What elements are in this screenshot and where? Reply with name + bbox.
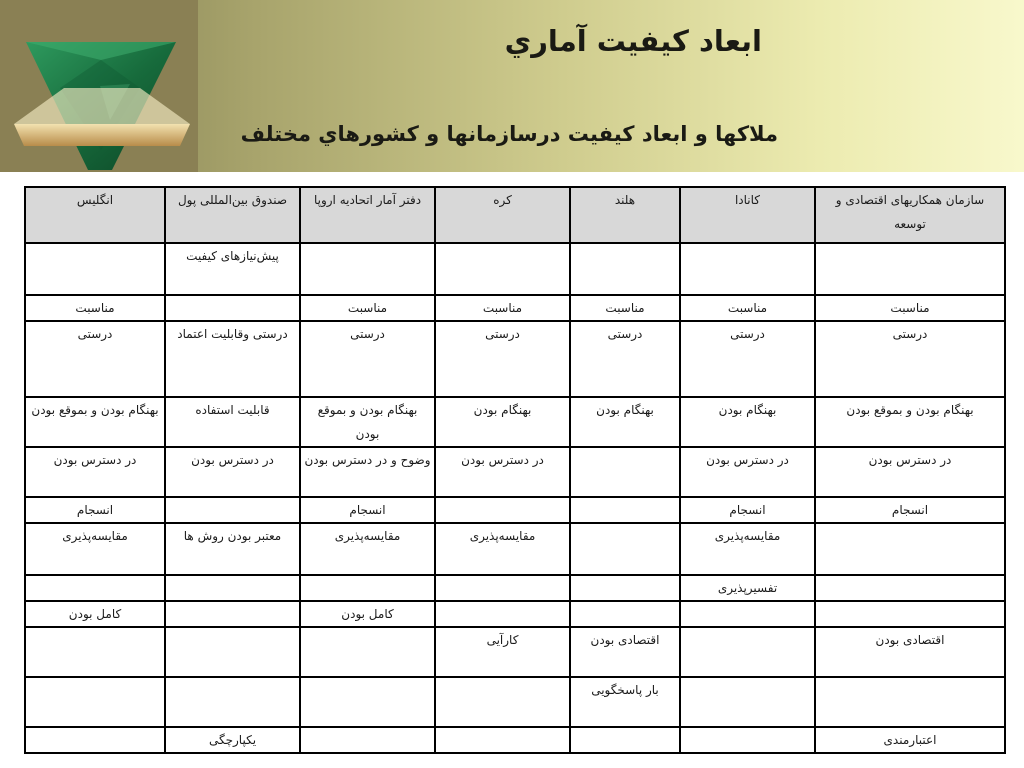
table-cell: اقتصادی بودن (570, 627, 680, 677)
table-cell: در دسترس بودن (25, 447, 165, 497)
table-cell: بهنگام بودن (570, 397, 680, 447)
column-header: کره (435, 187, 570, 243)
table-cell: اقتصادی بودن (815, 627, 1005, 677)
table-cell (435, 677, 570, 727)
table-cell (435, 243, 570, 295)
table-cell: درستی (570, 321, 680, 397)
table-cell: بهنگام بودن و بموقع بودن (300, 397, 435, 447)
slide-subtitle: ملاکها و ابعاد کيفيت درسازمانها و کشورهاي مختلف (240, 122, 778, 146)
column-header: هلند (570, 187, 680, 243)
table-cell (570, 575, 680, 601)
table-header-row (25, 187, 1005, 243)
table-row (25, 575, 1005, 601)
table-cell: درستی وقابليت اعتماد (165, 321, 300, 397)
table-cell: مقايسه‌پذيری (25, 523, 165, 575)
table-cell: قابليت استفاده (165, 397, 300, 447)
table-cell: انسجام (25, 497, 165, 523)
table-cell: مقايسه‌پذيری (300, 523, 435, 575)
quality-dimensions-table-container (24, 186, 1004, 750)
table-cell: مناسبت (680, 295, 815, 321)
table-cell (680, 601, 815, 627)
table-cell (300, 243, 435, 295)
table-row (25, 523, 1005, 575)
table-cell (570, 601, 680, 627)
table-cell: کارآيی (435, 627, 570, 677)
table-cell: درستی (815, 321, 1005, 397)
slide-header (0, 0, 1024, 172)
table-cell (570, 497, 680, 523)
table-cell: انسجام (680, 497, 815, 523)
logo-panel (0, 0, 198, 172)
table-cell: درستی (435, 321, 570, 397)
table-cell (165, 497, 300, 523)
table-cell (570, 447, 680, 497)
column-header: انگليس (25, 187, 165, 243)
table-cell: مناسبت (435, 295, 570, 321)
table-cell: درستی (680, 321, 815, 397)
table-cell (165, 627, 300, 677)
table-cell: معتبر بودن روش ها (165, 523, 300, 575)
table-cell (680, 727, 815, 753)
table-cell: مقايسه‌پذيری (435, 523, 570, 575)
table-cell: مناسبت (300, 295, 435, 321)
table-cell: يکپارچگی (165, 727, 300, 753)
table-cell (815, 523, 1005, 575)
table-cell (435, 727, 570, 753)
quality-dimensions-table (24, 186, 1006, 754)
table-row (25, 497, 1005, 523)
table-cell (300, 627, 435, 677)
table-cell: پيش‌نيازهای کيفيت (165, 243, 300, 295)
table-row (25, 601, 1005, 627)
table-cell (435, 575, 570, 601)
table-cell (815, 601, 1005, 627)
table-cell (165, 677, 300, 727)
table-cell (815, 677, 1005, 727)
table-cell: درستی (25, 321, 165, 397)
table-row (25, 627, 1005, 677)
table-cell: در دسترس بودن (435, 447, 570, 497)
table-cell: انسجام (815, 497, 1005, 523)
column-header: سازمان همکاريهای اقتصادی و توسعه (815, 187, 1005, 243)
table-cell: وضوح و در دسترس بودن (300, 447, 435, 497)
column-header: صندوق بين‌المللی پول (165, 187, 300, 243)
table-cell: مناسبت (815, 295, 1005, 321)
table-row (25, 243, 1005, 295)
table-cell (165, 575, 300, 601)
table-cell (435, 601, 570, 627)
table-row (25, 295, 1005, 321)
table-cell: در دسترس بودن (680, 447, 815, 497)
table-cell: بار پاسخگويی (570, 677, 680, 727)
table-row (25, 677, 1005, 727)
table-cell: کامل بودن (25, 601, 165, 627)
table-cell (815, 575, 1005, 601)
table-cell (570, 727, 680, 753)
table-cell (25, 677, 165, 727)
slide-title: ابعاد کيفيت آماري (504, 24, 762, 58)
table-cell: تفسيرپذيری (680, 575, 815, 601)
table-cell: مناسبت (25, 295, 165, 321)
table-cell: بهنگام بودن و بموقع بودن (815, 397, 1005, 447)
table-cell (300, 677, 435, 727)
table-row (25, 321, 1005, 397)
table-cell (25, 627, 165, 677)
table-row (25, 397, 1005, 447)
table-cell: در دسترس بودن (815, 447, 1005, 497)
table-cell (680, 627, 815, 677)
table-cell (680, 243, 815, 295)
table-cell: در دسترس بودن (165, 447, 300, 497)
table-cell (25, 575, 165, 601)
table-cell (300, 575, 435, 601)
table-cell (25, 727, 165, 753)
table-cell: درستی (300, 321, 435, 397)
table-row (25, 727, 1005, 753)
table-cell: کامل بودن (300, 601, 435, 627)
table-cell: انسجام (300, 497, 435, 523)
table-cell (165, 295, 300, 321)
table-cell: بهنگام بودن (680, 397, 815, 447)
table-cell: بهنگام بودن (435, 397, 570, 447)
table-cell (815, 243, 1005, 295)
table-cell (435, 497, 570, 523)
table-row (25, 447, 1005, 497)
table-cell: بهنگام بودن و بموقع بودن (25, 397, 165, 447)
table-cell (680, 677, 815, 727)
table-cell (570, 523, 680, 575)
table-cell: مقايسه‌پذيری (680, 523, 815, 575)
table-cell (165, 601, 300, 627)
table-cell (25, 243, 165, 295)
column-header: دفتر آمار اتحاديه اروپا (300, 187, 435, 243)
table-cell (300, 727, 435, 753)
column-header: کانادا (680, 187, 815, 243)
green-gem-inverted-triangle-icon (0, 0, 198, 172)
table-cell: مناسبت (570, 295, 680, 321)
table-cell: اعتبارمندی (815, 727, 1005, 753)
table-cell (570, 243, 680, 295)
